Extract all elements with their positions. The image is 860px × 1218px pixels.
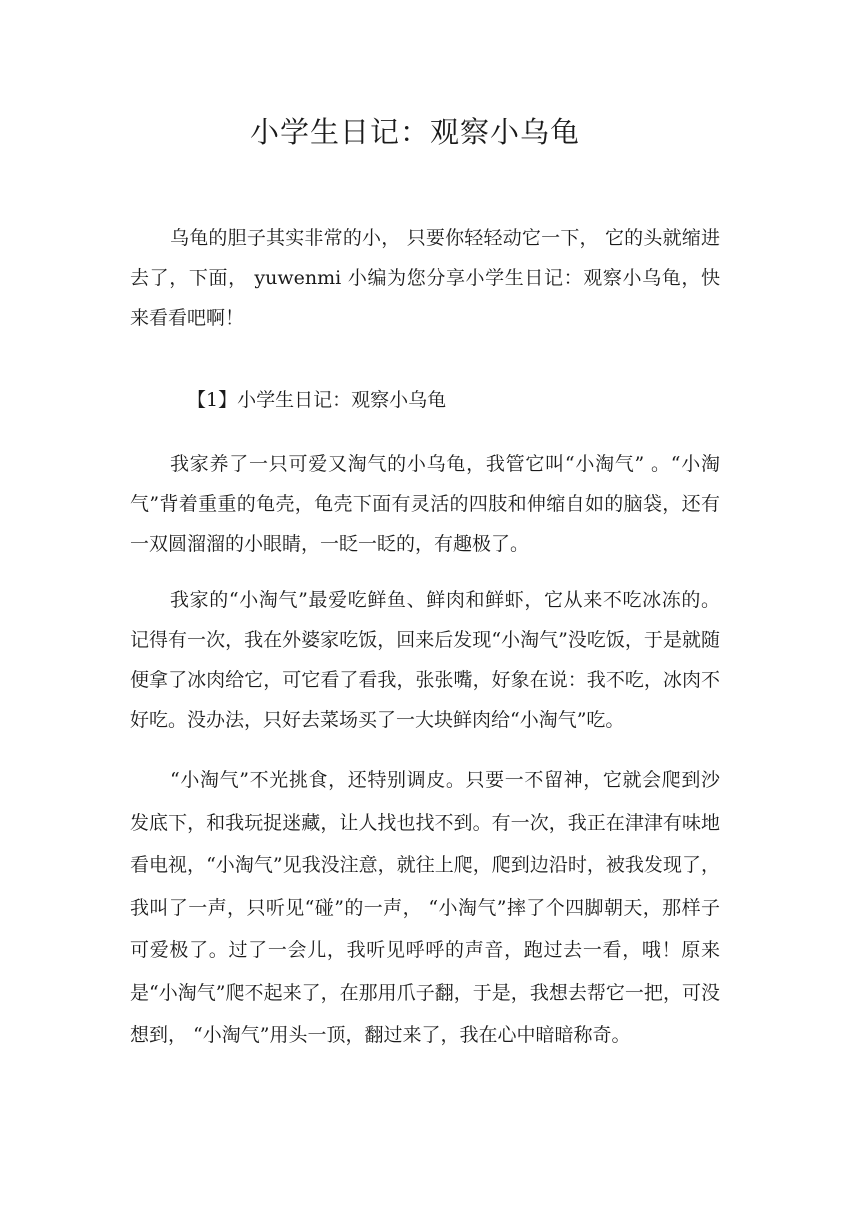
- intro-paragraph: 乌龟的胆子其实非常的小， 只要你轻轻动它一下， 它的头就缩进去了，下面， yuwenmi 小编为您分享小学生日记：观察小乌龟，快来看看吧啊！: [130, 227, 720, 329]
- body-paragraph-2: 我家的“小淘气”最爱吃鲜鱼、鲜肉和鲜虾，它从来不吃冰冻的。记得有一次，我在外婆家吃饭，回来后发现“小淘气”没吃饭，于是就随便拿了冰肉给它，可它看了看我，张张嘴，好象在说：我不吃，冰肉不好吃。没办法，只好去菜场买了一大块鲜肉给“小淘气”吃。: [130, 589, 720, 731]
- section-heading: 【1】小学生日记：观察小乌龟: [187, 389, 447, 411]
- body-paragraph-3: “小淘气”不光挑食，还特别调皮。只要一不留神，它就会爬到沙发底下，和我玩捉迷藏，让人找也找不到。有一次，我正在津津有味地看电视，“小淘气”见我没注意，就往上爬，爬到边沿时，被我发现了，我叫了一声，只听见“碰”的一声， “小淘气”摔了个四脚朝天，那样子可爱极了。过了一会儿，我听见呼呼的声音，跑过去一看，哦！原来是“小淘气”爬不起来了，在那用爪子翻，于是，我想去帮它一把，可没想到， “小淘气”用头一顶，翻过来了，我在心中暗暗称奇。: [130, 769, 720, 1046]
- document-title: 小学生日记：观察小乌龟: [249, 115, 580, 149]
- body-paragraph-1: 我家养了一只可爱又淘气的小乌龟，我管它叫“小淘气” 。“小淘气”背着重重的龟壳，龟壳下面有灵活的四肢和伸缩自如的脑袋，还有一双圆溜溜的小眼睛，一眨一眨的，有趣极了。: [130, 453, 720, 555]
